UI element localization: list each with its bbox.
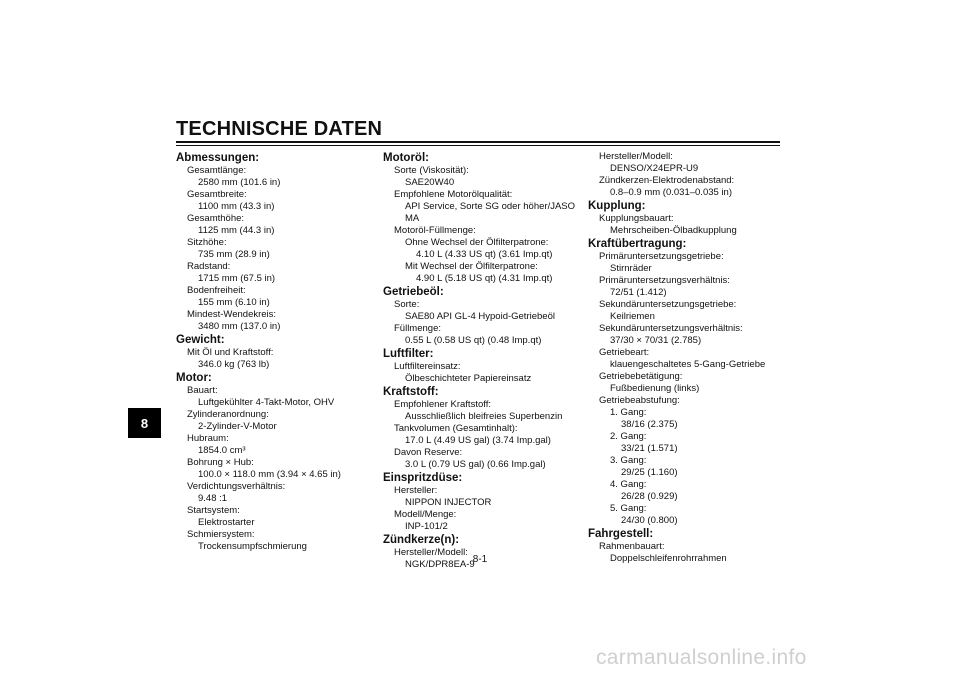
spec-value: Ausschließlich bleifreies Superbenzin bbox=[405, 411, 563, 422]
spec-value: Mehrscheiben-Ölbadkupplung bbox=[610, 225, 737, 236]
spec-value: DENSO/X24EPR-U9 bbox=[610, 163, 699, 174]
spec-column-2 bbox=[383, 151, 583, 571]
spec-value: 346.0 kg (763 lb) bbox=[198, 359, 270, 370]
spec-label: Sitzhöhe: bbox=[187, 237, 227, 248]
spec-value: MA bbox=[405, 213, 420, 224]
spec-value: 9.48 :1 bbox=[198, 493, 228, 504]
spec-label: Verdichtungsverhältnis: bbox=[187, 481, 286, 492]
spec-label: Primäruntersetzungsverhältnis: bbox=[599, 275, 730, 286]
spec-label: Bauart: bbox=[187, 385, 218, 396]
section-heading: Kraftübertragung: bbox=[588, 238, 687, 250]
spec-value: 1125 mm (44.3 in) bbox=[198, 225, 275, 236]
spec-value: INP-101/2 bbox=[405, 521, 448, 532]
spec-value: 37/30 × 70/31 (2.785) bbox=[610, 335, 702, 346]
spec-value: 5. Gang: bbox=[610, 503, 647, 514]
section-heading: Luftfilter: bbox=[383, 348, 434, 360]
spec-label: Kupplungsbauart: bbox=[599, 213, 674, 224]
spec-value: 38/16 (2.375) bbox=[621, 419, 678, 430]
spec-value: 735 mm (28.9 in) bbox=[198, 249, 270, 260]
chapter-tab: 8 bbox=[128, 408, 161, 438]
spec-value: 3.0 L (0.79 US gal) (0.66 Imp.gal) bbox=[405, 459, 546, 470]
spec-value: 1100 mm (43.3 in) bbox=[198, 201, 275, 212]
spec-value: 0.8–0.9 mm (0.031–0.035 in) bbox=[610, 187, 732, 198]
spec-label: Empfohlener Kraftstoff: bbox=[394, 399, 491, 410]
spec-label: Gesamtbreite: bbox=[187, 189, 247, 200]
spec-value: 3480 mm (137.0 in) bbox=[198, 321, 281, 332]
spec-label: Hubraum: bbox=[187, 433, 229, 444]
spec-label: Gesamtlänge: bbox=[187, 165, 247, 176]
section-heading: Kupplung: bbox=[588, 200, 646, 212]
spec-value: Mit Wechsel der Ölfilterpatrone: bbox=[405, 261, 538, 272]
section-heading: Fahrgestell: bbox=[588, 528, 654, 540]
page-title: TECHNISCHE DATEN bbox=[176, 118, 383, 140]
spec-value: NIPPON INJECTOR bbox=[405, 497, 492, 508]
spec-value: NGK/DPR8EA-9 bbox=[405, 559, 475, 570]
page-number: 8-1 bbox=[472, 554, 488, 565]
section-heading: Motor: bbox=[176, 372, 212, 384]
watermark: carmanualsonline.info bbox=[596, 646, 807, 669]
spec-label: Zündkerzen-Elektrodenabstand: bbox=[599, 175, 735, 186]
section-heading: Einspritzdüse: bbox=[383, 472, 463, 484]
spec-label: Sorte: bbox=[394, 299, 420, 310]
spec-label: Sekundäruntersetzungsverhältnis: bbox=[599, 323, 743, 334]
spec-value: 155 mm (6.10 in) bbox=[198, 297, 270, 308]
spec-label: Zylinderanordnung: bbox=[187, 409, 269, 420]
spec-column-1 bbox=[176, 151, 376, 553]
spec-label: Empfohlene Motorölqualität: bbox=[394, 189, 513, 200]
spec-value: 24/30 (0.800) bbox=[621, 515, 678, 526]
spec-label: Füllmenge: bbox=[394, 323, 441, 334]
spec-value: Fußbedienung (links) bbox=[610, 383, 700, 394]
spec-value: 4.10 L (4.33 US qt) (3.61 Imp.qt) bbox=[416, 249, 553, 260]
spec-label: Mit Öl und Kraftstoff: bbox=[187, 347, 274, 358]
spec-value: 1854.0 cm³ bbox=[198, 445, 246, 456]
spec-value: klauengeschaltetes 5-Gang-Getriebe bbox=[610, 359, 766, 370]
section-heading: Abmessungen: bbox=[176, 152, 260, 164]
spec-label: Startsystem: bbox=[187, 505, 240, 516]
spec-label: Sekundäruntersetzungsgetriebe: bbox=[599, 299, 737, 310]
section-heading: Kraftstoff: bbox=[383, 386, 439, 398]
section-heading: Motoröl: bbox=[383, 152, 429, 164]
spec-value: Ölbeschichteter Papiereinsatz bbox=[405, 373, 532, 384]
section-heading: Gewicht: bbox=[176, 334, 225, 346]
title-rule-thick bbox=[176, 141, 780, 143]
spec-value: Doppelschleifenrohrrahmen bbox=[610, 553, 727, 564]
spec-value: 29/25 (1.160) bbox=[621, 467, 678, 478]
spec-value: SAE80 API GL-4 Hypoid-Getriebeöl bbox=[405, 311, 555, 322]
title-rule-thin bbox=[176, 145, 780, 146]
spec-value: SAE20W40 bbox=[405, 177, 455, 188]
spec-label: Getriebeart: bbox=[599, 347, 650, 358]
spec-value: Keilriemen bbox=[610, 311, 655, 322]
spec-label: Tankvolumen (Gesamtinhalt): bbox=[394, 423, 518, 434]
spec-label: Bohrung × Hub: bbox=[187, 457, 254, 468]
spec-value: 100.0 × 118.0 mm (3.94 × 4.65 in) bbox=[198, 469, 341, 480]
spec-value: 72/51 (1.412) bbox=[610, 287, 667, 298]
spec-label: Luftfiltereinsatz: bbox=[394, 361, 461, 372]
spec-value: 1715 mm (67.5 in) bbox=[198, 273, 276, 284]
spec-value: 2-Zylinder-V-Motor bbox=[198, 421, 277, 432]
spec-label: Hersteller/Modell: bbox=[394, 547, 468, 558]
spec-value: Elektrostarter bbox=[198, 517, 255, 528]
spec-label: Bodenfreiheit: bbox=[187, 285, 246, 296]
spec-value: Ohne Wechsel der Ölfilterpatrone: bbox=[405, 237, 549, 248]
spec-value: API Service, Sorte SG oder höher/JASO bbox=[405, 201, 576, 212]
spec-value: 1. Gang: bbox=[610, 407, 647, 418]
spec-value: 3. Gang: bbox=[610, 455, 647, 466]
spec-value: 2. Gang: bbox=[610, 431, 647, 442]
spec-value: 0.55 L (0.58 US qt) (0.48 Imp.qt) bbox=[405, 335, 542, 346]
spec-value: Luftgekühlter 4-Takt-Motor, OHV bbox=[198, 397, 335, 408]
spec-value: Trockensumpfschmierung bbox=[198, 541, 307, 552]
spec-value: 17.0 L (4.49 US gal) (3.74 Imp.gal) bbox=[405, 435, 551, 446]
section-heading: Zündkerze(n): bbox=[383, 534, 460, 546]
spec-value: 2580 mm (101.6 in) bbox=[198, 177, 281, 188]
spec-label: Gesamthöhe: bbox=[187, 213, 245, 224]
spec-value: 33/21 (1.571) bbox=[621, 443, 678, 454]
spec-label: Hersteller: bbox=[394, 485, 438, 496]
spec-label: Radstand: bbox=[187, 261, 231, 272]
spec-value: Stirnräder bbox=[610, 263, 652, 274]
spec-label: Modell/Menge: bbox=[394, 509, 457, 520]
spec-column-3 bbox=[588, 151, 788, 565]
spec-label: Motoröl-Füllmenge: bbox=[394, 225, 476, 236]
spec-label: Hersteller/Modell: bbox=[599, 151, 673, 162]
spec-value: 4.90 L (5.18 US qt) (4.31 Imp.qt) bbox=[416, 273, 553, 284]
spec-label: Schmiersystem: bbox=[187, 529, 255, 540]
spec-label: Primäruntersetzungsgetriebe: bbox=[599, 251, 724, 262]
spec-label: Sorte (Viskosität): bbox=[394, 165, 469, 176]
spec-label: Mindest-Wendekreis: bbox=[187, 309, 277, 320]
spec-label: Getriebeabstufung: bbox=[599, 395, 680, 406]
spec-label: Rahmenbauart: bbox=[599, 541, 665, 552]
spec-label: Getriebebetätigung: bbox=[599, 371, 683, 382]
spec-value: 4. Gang: bbox=[610, 479, 647, 490]
spec-label: Davon Reserve: bbox=[394, 447, 463, 458]
section-heading: Getriebeöl: bbox=[383, 286, 444, 298]
spec-value: 26/28 (0.929) bbox=[621, 491, 678, 502]
